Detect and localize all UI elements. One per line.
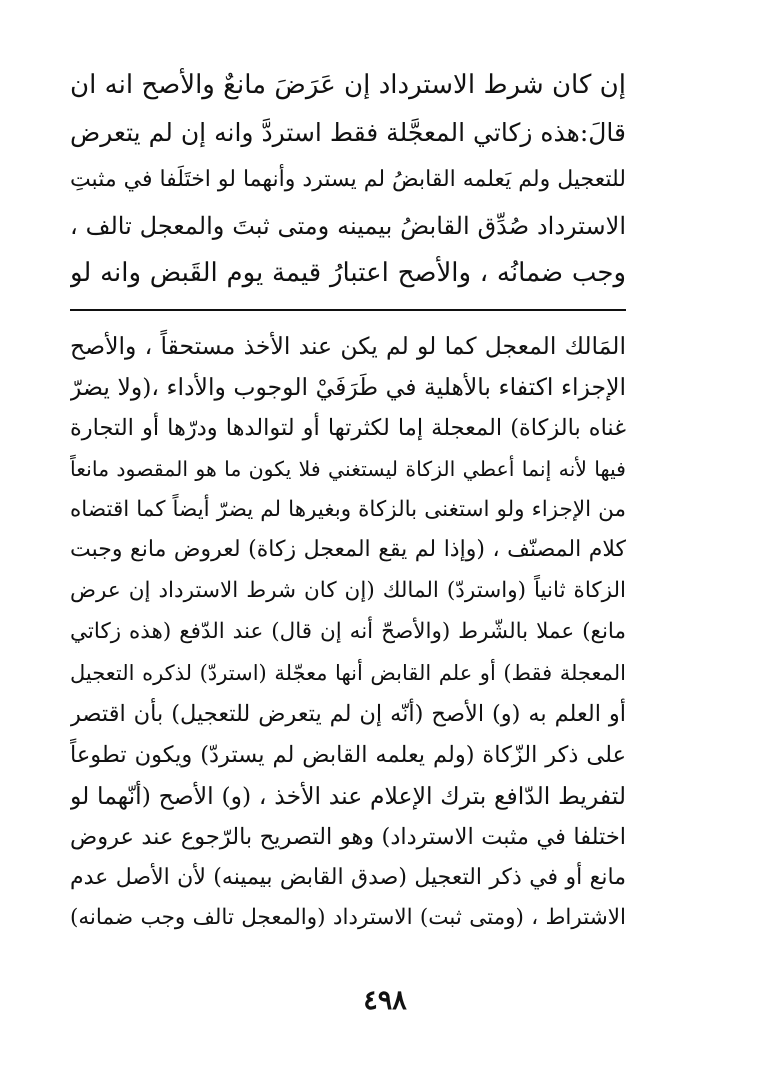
commentary-line: المَالك المعجل كما لو لم يكن عند الأخذ مستحقاً ، والأصح: [70, 332, 626, 360]
commentary-text: [70, 326, 626, 939]
commentary-line: الاشتراط ، (ومتى ثبت) الاسترداد (والمعجل تالف وجب ضمانه): [70, 905, 626, 931]
commentary-line: على ذكر الزّكاة (ولم يعلمه القابض لم يستردّ) ويكون تطوعاً: [70, 741, 626, 768]
main-text-line: إن كان شرط الاسترداد إن عَرَضَ مانعٌ والأصح انه ان: [70, 70, 626, 100]
commentary-line: فيها لأنه إنما أعطي الزكاة ليستغني فلا يكون ما هو المقصود مانعاً: [70, 456, 626, 481]
main-text-line: قالَ:هذه زكاتي المعجَّلة فقط استردَّ وانه إن لم يتعرض: [70, 118, 626, 147]
main-text-line: للتعجيل ولم يَعلمه القابضُ لم يسترد وأنهما لو اختَلَفا في مثبتِ: [70, 167, 626, 192]
commentary-line: مانع أو في ذكر التعجيل (صدق القابض بيمينه) لأن الأصل عدم: [70, 864, 626, 890]
commentary-line: مانع) عملا بالشّرط (والأصحّ أنه إن قال) عند الدّفع (هذه زكاتي: [70, 619, 626, 645]
commentary-line: لتفريط الدّافع بترك الإعلام عند الأخذ ، (و) الأصح (أنّهما لو: [70, 781, 626, 810]
main-text: [70, 62, 626, 297]
commentary-line: من الإجزاء ولو استغنى بالزكاة وبغيرها لم يضرّ أيضاً كما اقتضاه: [70, 496, 626, 522]
section-divider: [70, 309, 626, 311]
main-text-line: وجب ضمانُه ، والأصح اعتبارُ قيمة يوم القَبض وانه لو: [70, 258, 626, 288]
main-text-line: الاسترداد صُدِّق القابضُ بيمينه ومتى ثبتَ والمعجل تالف ،: [70, 212, 626, 240]
commentary-line: الزكاة ثانياً (واستردّ) المالك (إن كان شرط الاسترداد إن عرض: [70, 578, 626, 604]
page-number: ٤٩٨: [363, 985, 407, 1016]
commentary-line: الإجزاء اكتفاء بالأهلية في طَرَفَيْ الوجوب والأداء ،(ولا يضرّ: [70, 372, 626, 401]
commentary-line: غناه بالزكاة) المعجلة إما لكثرتها أو لتوالدها ودرّها أو التجارة: [70, 414, 626, 441]
commentary-line: أو العلم به (و) الأصح (أنّه إن لم يتعرض للتعجيل) بأن اقتصر: [70, 701, 626, 728]
commentary-line: كلام المصنّف ، (وإذا لم يقع المعجل زكاة) لعروض مانع وجبت: [70, 537, 626, 563]
commentary-line: المعجلة فقط) أو علم القابض أنها معجّلة (استردّ) لذكره التعجيل: [70, 661, 626, 686]
commentary-line: اختلفا في مثبت الاسترداد) وهو التصريح بالرّجوع عند عروض: [70, 823, 626, 850]
